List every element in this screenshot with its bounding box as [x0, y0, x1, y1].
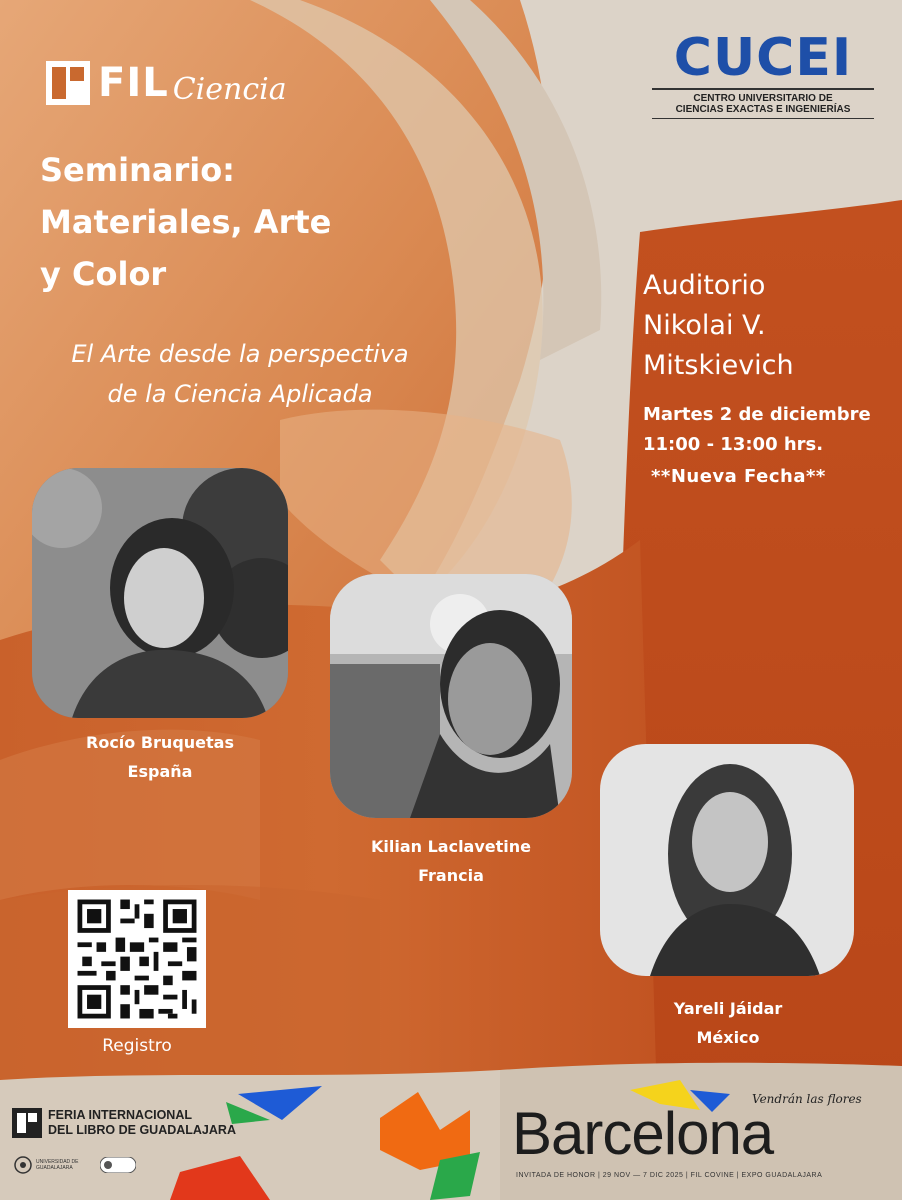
udg-seal-icon — [14, 1156, 32, 1174]
fil-ciencia-logo — [46, 58, 287, 107]
event-title — [40, 144, 460, 300]
feria-guadalajara-logo — [12, 1108, 236, 1138]
subtitle-line-1: El Arte desde la perspectiva — [71, 340, 409, 368]
subtitle-line-2: de la Ciencia Aplicada — [107, 380, 373, 408]
partner-pill-icon — [100, 1157, 136, 1173]
speaker-name: Rocío Bruquetas — [86, 733, 234, 752]
qr-code-icon — [68, 890, 206, 1028]
title-line-1: Seminario: — [40, 151, 235, 189]
barcelona-wordmark: Barcelona — [512, 1100, 774, 1167]
event-subtitle — [30, 334, 450, 414]
udg-logo — [14, 1156, 79, 1174]
feria-mark-icon — [12, 1108, 42, 1138]
udg-line-1: UNIVERSIDAD DE — [36, 1159, 79, 1165]
udg-line-2: GUADALAJARA — [36, 1165, 73, 1171]
speaker-photo-rocio — [32, 468, 288, 718]
event-datetime — [643, 400, 871, 460]
event-date: Martes 2 de diciembre — [643, 404, 871, 425]
fil-mark-icon — [46, 61, 90, 105]
registration-label: Registro — [102, 1036, 172, 1056]
event-time: 11:00 - 13:00 hrs. — [643, 434, 824, 455]
cucei-subtitle-line1: CENTRO UNIVERSITARIO DE — [693, 93, 833, 104]
cucei-subtitle-line2: CIENCIAS EXACTAS E INGENIERÍAS — [675, 104, 851, 115]
registration-qr-code[interactable] — [68, 890, 206, 1028]
barcelona-details: INVITADA DE HONOR | 29 NOV — 7 DIC 2025 | FIL COVINE | EXPO GUADALAJARA — [516, 1172, 823, 1179]
speaker-name: Kilian Laclavetine — [370, 837, 532, 856]
portrait-image — [600, 744, 854, 976]
cucei-logo — [652, 28, 874, 122]
partner-logo — [100, 1156, 136, 1174]
speaker-country: Francia — [418, 866, 484, 885]
portrait-image — [32, 468, 288, 718]
portrait-image — [330, 574, 572, 818]
title-line-3: y Color — [40, 255, 167, 293]
venue-line-2: Nikolai V. — [643, 310, 766, 341]
fil-ciencia-script: Ciencia — [172, 72, 287, 107]
venue-line-1: Auditorio — [643, 270, 766, 301]
speaker-caption-yareli — [608, 994, 848, 1052]
feria-line-1: FERIA INTERNACIONAL — [48, 1108, 192, 1122]
cucei-divider-bottom — [652, 118, 874, 119]
venue-line-3: Mitskievich — [643, 350, 794, 381]
cucei-divider — [652, 88, 874, 90]
speaker-photo-kilian — [330, 574, 572, 818]
barcelona-tagline: Vendrán las flores — [752, 1092, 862, 1106]
speaker-photo-yareli — [600, 744, 854, 976]
speaker-caption-rocio — [40, 728, 280, 786]
cucei-wordmark: CUCEI — [673, 28, 853, 88]
fil-wordmark: FIL — [98, 59, 169, 106]
speaker-country: México — [696, 1028, 760, 1047]
speaker-country: España — [127, 762, 193, 781]
new-date-notice: **Nueva Fecha** — [651, 466, 826, 487]
speaker-name: Yareli Jáidar — [673, 999, 783, 1018]
feria-line-2: DEL LIBRO DE GUADALAJARA — [48, 1123, 236, 1137]
event-venue — [643, 266, 794, 386]
speaker-caption-kilian — [330, 832, 572, 890]
title-line-2: Materiales, Arte — [40, 203, 332, 241]
